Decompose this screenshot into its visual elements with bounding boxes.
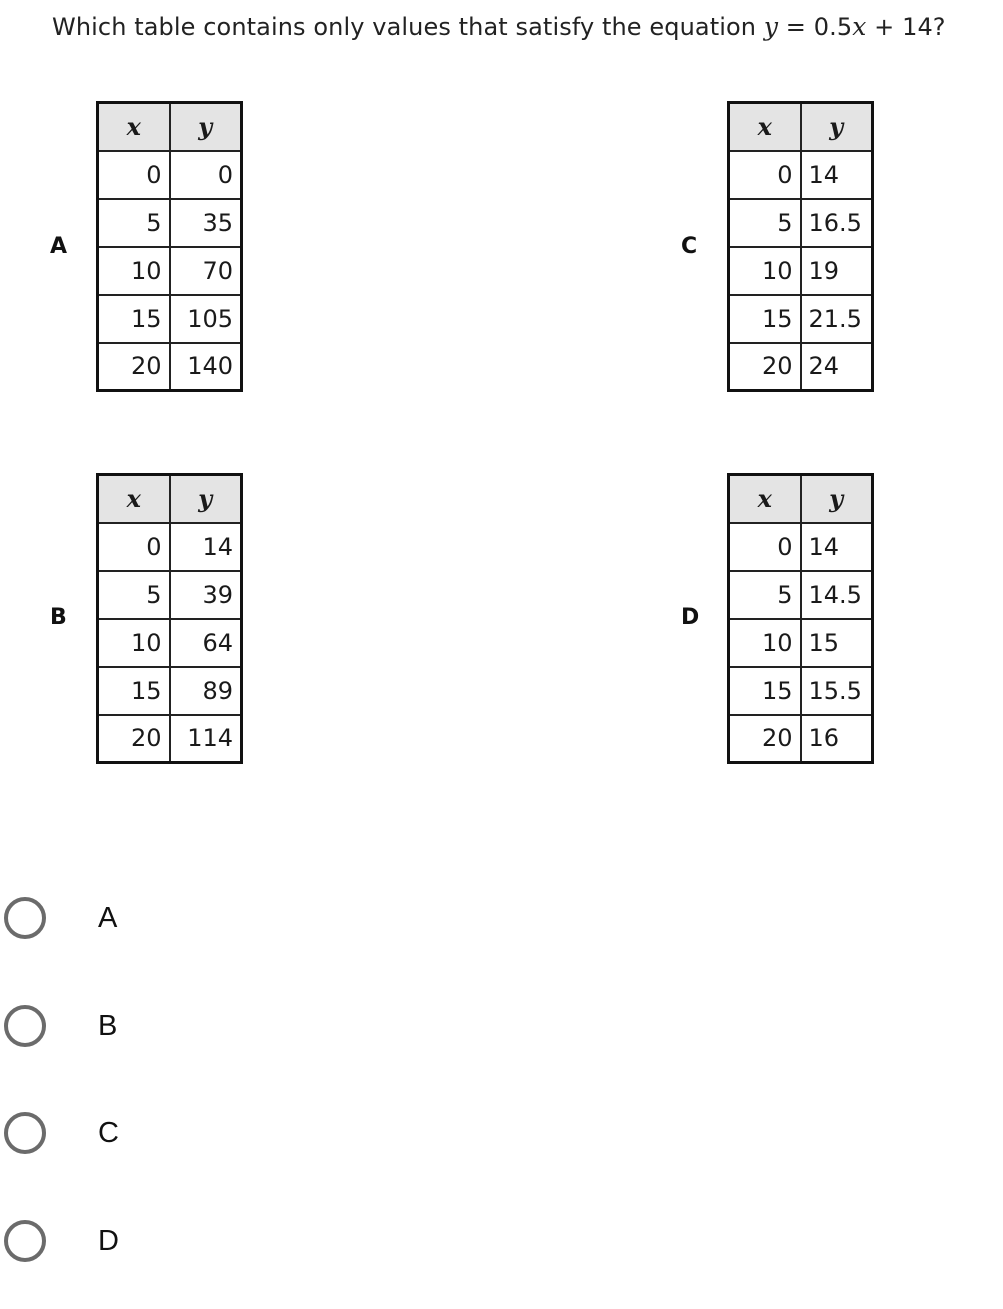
option-a-label[interactable]: A bbox=[98, 901, 118, 934]
cell-x: 10 bbox=[729, 247, 801, 295]
option-a[interactable] bbox=[4, 891, 117, 945]
table-row bbox=[729, 571, 873, 619]
table-b-label: B bbox=[50, 605, 67, 630]
table-b bbox=[96, 473, 243, 764]
header-x: x bbox=[729, 103, 801, 151]
cell-x: 5 bbox=[729, 571, 801, 619]
cell-x: 15 bbox=[98, 667, 170, 715]
cell-x: 20 bbox=[729, 715, 801, 763]
table-row bbox=[98, 667, 242, 715]
cell-x: 0 bbox=[729, 151, 801, 199]
table-row bbox=[729, 199, 873, 247]
cell-x: 15 bbox=[98, 295, 170, 343]
table-row bbox=[729, 295, 873, 343]
cell-x: 10 bbox=[729, 619, 801, 667]
cell-y: 140 bbox=[170, 343, 242, 391]
cell-y: 70 bbox=[170, 247, 242, 295]
table-row bbox=[98, 571, 242, 619]
table-c-label: C bbox=[681, 234, 698, 259]
cell-x: 0 bbox=[98, 151, 170, 199]
cell-x: 5 bbox=[98, 571, 170, 619]
cell-y: 0 bbox=[170, 151, 242, 199]
cell-y: 14 bbox=[170, 523, 242, 571]
cell-y: 39 bbox=[170, 571, 242, 619]
radio-button-b[interactable] bbox=[4, 1005, 46, 1047]
radio-button-c[interactable] bbox=[4, 1112, 46, 1154]
cell-x: 0 bbox=[729, 523, 801, 571]
table-row bbox=[729, 667, 873, 715]
table-row bbox=[98, 151, 242, 199]
table-a-label: A bbox=[50, 234, 68, 259]
table-row bbox=[98, 715, 242, 763]
table-row bbox=[729, 247, 873, 295]
equation-y-variable: y bbox=[763, 12, 779, 41]
header-x: x bbox=[98, 475, 170, 523]
table-a bbox=[96, 101, 243, 392]
table-row bbox=[98, 295, 242, 343]
equation-equals-coefficient: = 0.5 bbox=[778, 13, 853, 41]
question-prefix: Which table contains only values that satisfy the equation bbox=[52, 13, 764, 41]
equation-x-variable: x bbox=[852, 12, 867, 41]
table-row bbox=[729, 715, 873, 763]
table-row bbox=[729, 343, 873, 391]
radio-button-a[interactable] bbox=[4, 897, 46, 939]
header-x: x bbox=[98, 103, 170, 151]
cell-y: 14 bbox=[801, 151, 873, 199]
header-y: y bbox=[801, 103, 873, 151]
table-d bbox=[727, 473, 874, 764]
table-c bbox=[727, 101, 874, 392]
table-header-row bbox=[729, 103, 873, 151]
cell-y: 16.5 bbox=[801, 199, 873, 247]
cell-y: 14 bbox=[801, 523, 873, 571]
cell-x: 20 bbox=[98, 343, 170, 391]
cell-y: 114 bbox=[170, 715, 242, 763]
option-d-label[interactable]: D bbox=[98, 1224, 119, 1257]
cell-y: 35 bbox=[170, 199, 242, 247]
option-d[interactable] bbox=[4, 1214, 119, 1268]
option-b-label[interactable]: B bbox=[98, 1009, 118, 1042]
cell-y: 15.5 bbox=[801, 667, 873, 715]
header-y: y bbox=[801, 475, 873, 523]
option-c[interactable] bbox=[4, 1106, 119, 1160]
table-row bbox=[98, 523, 242, 571]
cell-y: 16 bbox=[801, 715, 873, 763]
header-y: y bbox=[170, 103, 242, 151]
table-row bbox=[729, 523, 873, 571]
option-c-label[interactable]: C bbox=[98, 1116, 119, 1149]
table-header-row bbox=[98, 103, 242, 151]
cell-x: 15 bbox=[729, 667, 801, 715]
table-row bbox=[98, 199, 242, 247]
table-row bbox=[98, 343, 242, 391]
table-header-row bbox=[729, 475, 873, 523]
cell-y: 21.5 bbox=[801, 295, 873, 343]
cell-y: 105 bbox=[170, 295, 242, 343]
header-x: x bbox=[729, 475, 801, 523]
table-header-row bbox=[98, 475, 242, 523]
cell-x: 0 bbox=[98, 523, 170, 571]
table-row bbox=[98, 247, 242, 295]
table-row bbox=[729, 151, 873, 199]
table-d-label: D bbox=[681, 605, 700, 630]
cell-y: 14.5 bbox=[801, 571, 873, 619]
cell-x: 10 bbox=[98, 619, 170, 667]
cell-x: 10 bbox=[98, 247, 170, 295]
option-b[interactable] bbox=[4, 999, 117, 1053]
cell-y: 64 bbox=[170, 619, 242, 667]
cell-x: 20 bbox=[729, 343, 801, 391]
question-text bbox=[52, 12, 946, 41]
table-row bbox=[98, 619, 242, 667]
cell-x: 5 bbox=[98, 199, 170, 247]
table-row bbox=[729, 619, 873, 667]
cell-y: 15 bbox=[801, 619, 873, 667]
header-y: y bbox=[170, 475, 242, 523]
radio-button-d[interactable] bbox=[4, 1220, 46, 1262]
cell-x: 5 bbox=[729, 199, 801, 247]
cell-x: 20 bbox=[98, 715, 170, 763]
cell-y: 19 bbox=[801, 247, 873, 295]
cell-y: 24 bbox=[801, 343, 873, 391]
cell-y: 89 bbox=[170, 667, 242, 715]
cell-x: 15 bbox=[729, 295, 801, 343]
equation-constant: + 14? bbox=[866, 13, 946, 41]
